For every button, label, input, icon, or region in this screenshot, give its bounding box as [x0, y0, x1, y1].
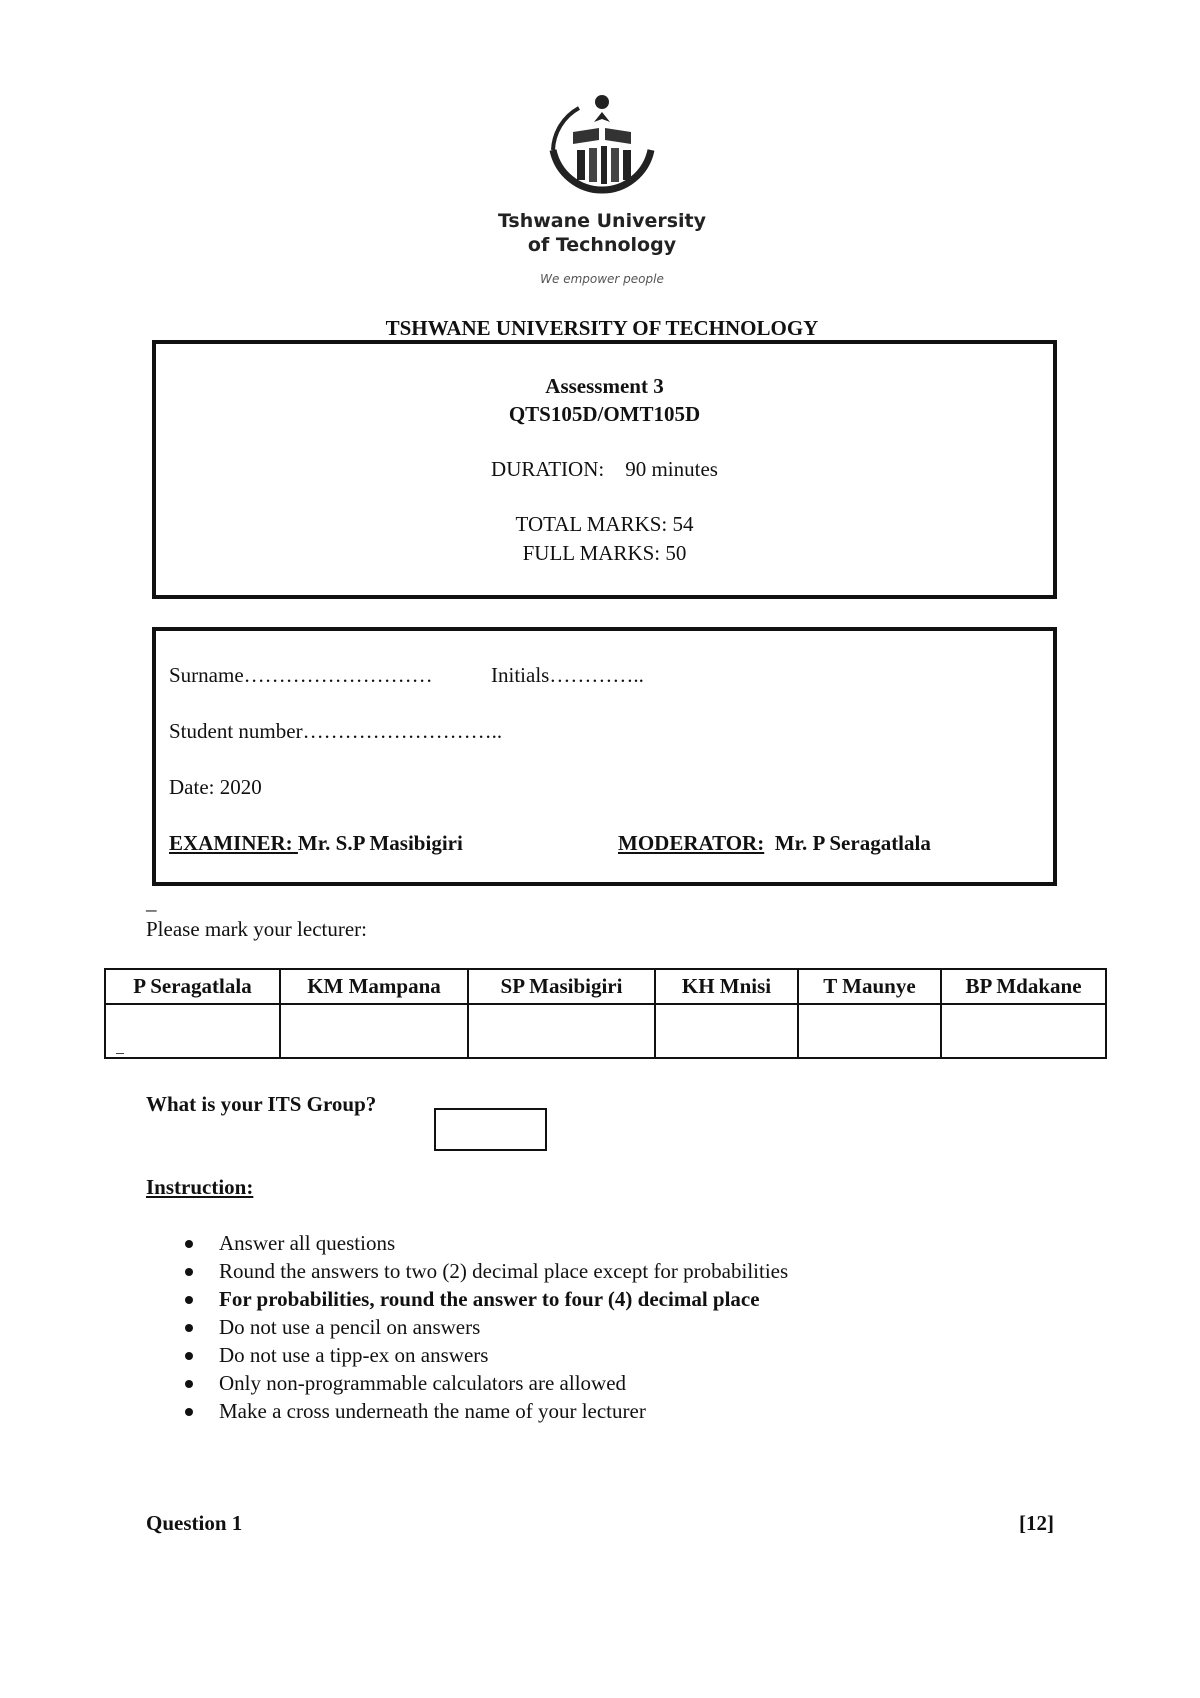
full-marks: FULL MARKS: 50	[522, 541, 687, 565]
question-label: Question 1	[146, 1511, 243, 1535]
surname-field[interactable]: Surname………………………	[169, 663, 433, 687]
examiner-name: Mr. S.P Masibigiri	[297, 831, 463, 855]
lecturer-mark-cell[interactable]	[941, 1004, 1106, 1058]
tut-crest-logo	[539, 92, 665, 207]
lecturer-name: T Maunye	[798, 969, 941, 1004]
examiner	[169, 831, 463, 856]
moderator-label: MODERATOR:	[618, 831, 765, 855]
lecturer-table	[104, 968, 1107, 1059]
bullet-icon	[185, 1268, 193, 1276]
stray-mark: _	[116, 1039, 124, 1056]
lecturer-mark-cell[interactable]	[468, 1004, 655, 1058]
its-group-box[interactable]	[434, 1108, 547, 1151]
instruction-text: For probabilities, round the answer to four (4) decimal place	[219, 1287, 760, 1311]
instruction-text: Only non-programmable calculators are allowed	[219, 1371, 627, 1395]
lecturer-mark-row	[105, 1004, 1106, 1058]
logo-tagline: We empower people	[540, 272, 664, 286]
logo-line-2: of Technology	[527, 234, 677, 256]
university-heading: TSHWANE UNIVERSITY OF TECHNOLOGY	[385, 316, 819, 340]
its-group-question: What is your ITS Group?	[146, 1092, 377, 1116]
list-item	[146, 1341, 788, 1369]
lecturer-name: SP Masibigiri	[468, 969, 655, 1004]
list-item	[146, 1229, 788, 1257]
instruction-heading: Instruction:	[146, 1175, 254, 1199]
student-info-box	[152, 627, 1057, 886]
logo-line-1: Tshwane University	[497, 210, 707, 232]
lecturer-prompt: Please mark your lecturer:	[146, 917, 367, 941]
duration-label: DURATION:	[491, 457, 605, 481]
lecturer-name: BP Mdakane	[941, 969, 1106, 1004]
lecturer-name: KH Mnisi	[655, 969, 798, 1004]
bullet-icon	[185, 1324, 193, 1332]
module-code: QTS105D/OMT105D	[508, 402, 701, 426]
examiner-label: EXAMINER:	[169, 831, 298, 855]
initials-field[interactable]: Initials…………..	[491, 663, 644, 687]
bullet-icon	[185, 1352, 193, 1360]
lecturer-mark-cell[interactable]	[798, 1004, 941, 1058]
instruction-text: Do not use a tipp-ex on answers	[219, 1343, 489, 1367]
lecturer-mark-cell[interactable]	[655, 1004, 798, 1058]
lecturer-name: P Seragatlala	[105, 969, 280, 1004]
bullet-icon	[185, 1380, 193, 1388]
lecturer-name: KM Mampana	[280, 969, 468, 1004]
duration	[156, 457, 1053, 482]
student-number-field[interactable]: Student number………………………..	[169, 719, 503, 743]
date-field: Date: 2020	[169, 775, 262, 799]
instruction-text: Do not use a pencil on answers	[219, 1315, 481, 1339]
lecturer-mark-cell[interactable]	[105, 1004, 280, 1058]
bullet-icon	[185, 1240, 193, 1248]
bullet-icon	[185, 1408, 193, 1416]
question-marks: [12]	[1019, 1511, 1054, 1535]
bullet-icon	[185, 1296, 193, 1304]
total-marks: TOTAL MARKS: 54	[515, 512, 694, 536]
lecturer-mark-cell[interactable]	[280, 1004, 468, 1058]
list-item	[146, 1285, 788, 1313]
instruction-text: Make a cross underneath the name of your lecturer	[219, 1399, 646, 1423]
list-item	[146, 1257, 788, 1285]
assessment-title: Assessment 3	[545, 374, 664, 398]
moderator-name: Mr. P Seragatlala	[774, 831, 931, 855]
duration-value: 90 minutes	[625, 457, 718, 481]
lecturer-header-row	[105, 969, 1106, 1004]
list-item	[146, 1397, 788, 1425]
stray-mark: _	[146, 890, 157, 914]
assessment-title-box	[152, 340, 1057, 599]
instruction-text: Answer all questions	[219, 1231, 396, 1255]
list-item	[146, 1313, 788, 1341]
list-item	[146, 1369, 788, 1397]
instruction-text: Round the answers to two (2) decimal place except for probabilities	[219, 1259, 789, 1283]
moderator	[618, 831, 931, 856]
instruction-list	[146, 1229, 788, 1425]
